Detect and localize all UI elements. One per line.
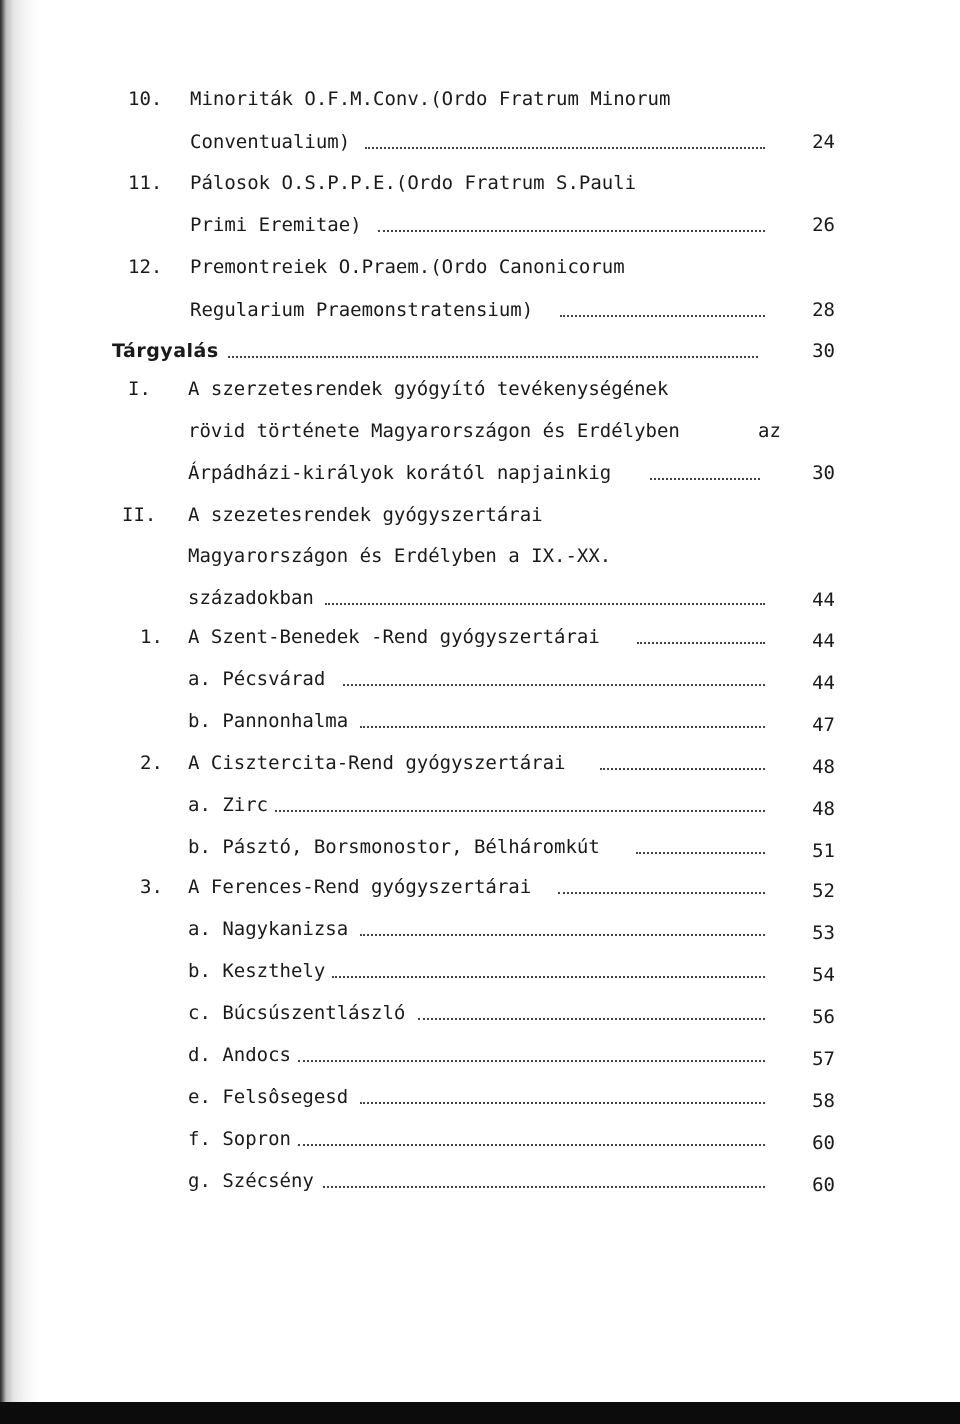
toc-entry-text: b. Pannonhalma <box>188 710 349 732</box>
dot-leader <box>636 852 765 854</box>
toc-number: I. <box>128 378 151 400</box>
toc-page-number: 57 <box>812 1048 835 1070</box>
dot-leader <box>418 1018 765 1020</box>
toc-entry-text: g. Szécsény <box>188 1170 314 1192</box>
dot-leader <box>332 976 765 978</box>
toc-entry-text: b. Keszthely <box>188 960 326 982</box>
toc-page-number: 28 <box>812 299 835 321</box>
dot-leader <box>275 810 765 812</box>
toc-page-number: 24 <box>812 131 835 153</box>
toc-entry-text: A szerzetesrendek gyógyító tevékenységének <box>188 378 669 400</box>
toc-entry-text: rövid története Magyarországon és Erdélyben <box>188 420 680 442</box>
toc-page-number: 44 <box>812 589 835 611</box>
toc-page-number: 60 <box>812 1132 835 1154</box>
toc-page-number: 52 <box>812 880 835 902</box>
toc-entry-text: A Szent-Benedek -Rend gyógyszertárai <box>188 626 600 648</box>
toc-entry-text: a. Pécsvárad <box>188 668 326 690</box>
toc-entry-text: A Ferences-Rend gyógyszertárai <box>188 876 532 898</box>
dot-leader <box>650 478 760 480</box>
scan-shadow-bottom <box>0 1402 960 1424</box>
toc-entry-text: e. Felsôsegesd <box>188 1086 349 1108</box>
toc-number: II. <box>122 504 157 526</box>
dot-leader <box>343 684 765 686</box>
toc-entry-text: A szezetesrendek gyógyszertárai <box>188 504 543 526</box>
toc-page-number: 56 <box>812 1006 835 1028</box>
toc-entry-text: Magyarországon és Erdélyben a IX.-XX. <box>188 545 612 567</box>
toc-entry-text: d. Andocs <box>188 1044 291 1066</box>
toc-page-number: 26 <box>812 214 835 236</box>
toc-entry-text: a. Nagykanizsa <box>188 918 349 940</box>
toc-page-number: 30 <box>812 462 835 484</box>
toc-entry-text: b. Pásztó, Borsmonostor, Bélháromkút <box>188 836 600 858</box>
toc-page-number: 48 <box>812 756 835 778</box>
dot-leader <box>325 603 765 605</box>
toc-entry-text: Premontreiek O.Praem.(Ordo Canonicorum <box>190 256 625 278</box>
toc-entry-text: A Cisztercita-Rend gyógyszertárai <box>188 752 566 774</box>
dot-leader <box>560 315 765 317</box>
toc-page-number: 44 <box>812 630 835 652</box>
dot-leader <box>378 230 765 232</box>
toc-entry-text: Minoriták O.F.M.Conv.(Ordo Fratrum Minorum <box>190 88 671 110</box>
toc-page-number: 54 <box>812 964 835 986</box>
toc-entry-text: századokban <box>188 587 314 609</box>
dot-leader <box>360 726 765 728</box>
toc-number: 12. <box>128 256 163 278</box>
toc-number: 2. <box>140 752 163 774</box>
toc-page-number: 30 <box>812 340 835 362</box>
toc-entry-text: c. Búcsúszentlászló <box>188 1002 406 1024</box>
dot-leader <box>360 1102 765 1104</box>
toc-page-number: 60 <box>812 1174 835 1196</box>
toc-entry-text: az <box>758 420 781 442</box>
toc-page-number: 51 <box>812 840 835 862</box>
dot-leader <box>360 934 765 936</box>
toc-number: 10. <box>128 88 163 110</box>
toc-entry-text: f. Sopron <box>188 1128 291 1150</box>
dot-leader <box>365 147 765 149</box>
toc-entry-text: Conventualium) <box>190 131 351 153</box>
dot-leader <box>298 1060 765 1062</box>
dot-leader <box>637 642 765 644</box>
toc-heading: Tárgyalás <box>112 340 219 362</box>
toc-entry-text: Primi Eremitae) <box>190 214 362 236</box>
toc-page-number: 44 <box>812 672 835 694</box>
toc-page-number: 47 <box>812 714 835 736</box>
dot-leader <box>228 356 758 358</box>
toc-entry-text: Pálosok O.S.P.P.E.(Ordo Fratrum S.Pauli <box>190 172 637 194</box>
toc-page-number: 53 <box>812 922 835 944</box>
toc-entry-text: a. Zirc <box>188 794 269 816</box>
toc-entry-text: Regularium Praemonstratensium) <box>190 299 534 321</box>
toc-page-number: 48 <box>812 798 835 820</box>
dot-leader <box>323 1186 765 1188</box>
toc-number: 11. <box>128 172 163 194</box>
dot-leader <box>558 892 765 894</box>
toc-entry-text: Árpádházi-királyok korától napjainkig <box>188 462 612 484</box>
dot-leader <box>298 1144 765 1146</box>
toc-number: 3. <box>140 876 163 898</box>
toc-number: 1. <box>140 626 163 648</box>
toc-page-number: 58 <box>812 1090 835 1112</box>
dot-leader <box>600 768 765 770</box>
